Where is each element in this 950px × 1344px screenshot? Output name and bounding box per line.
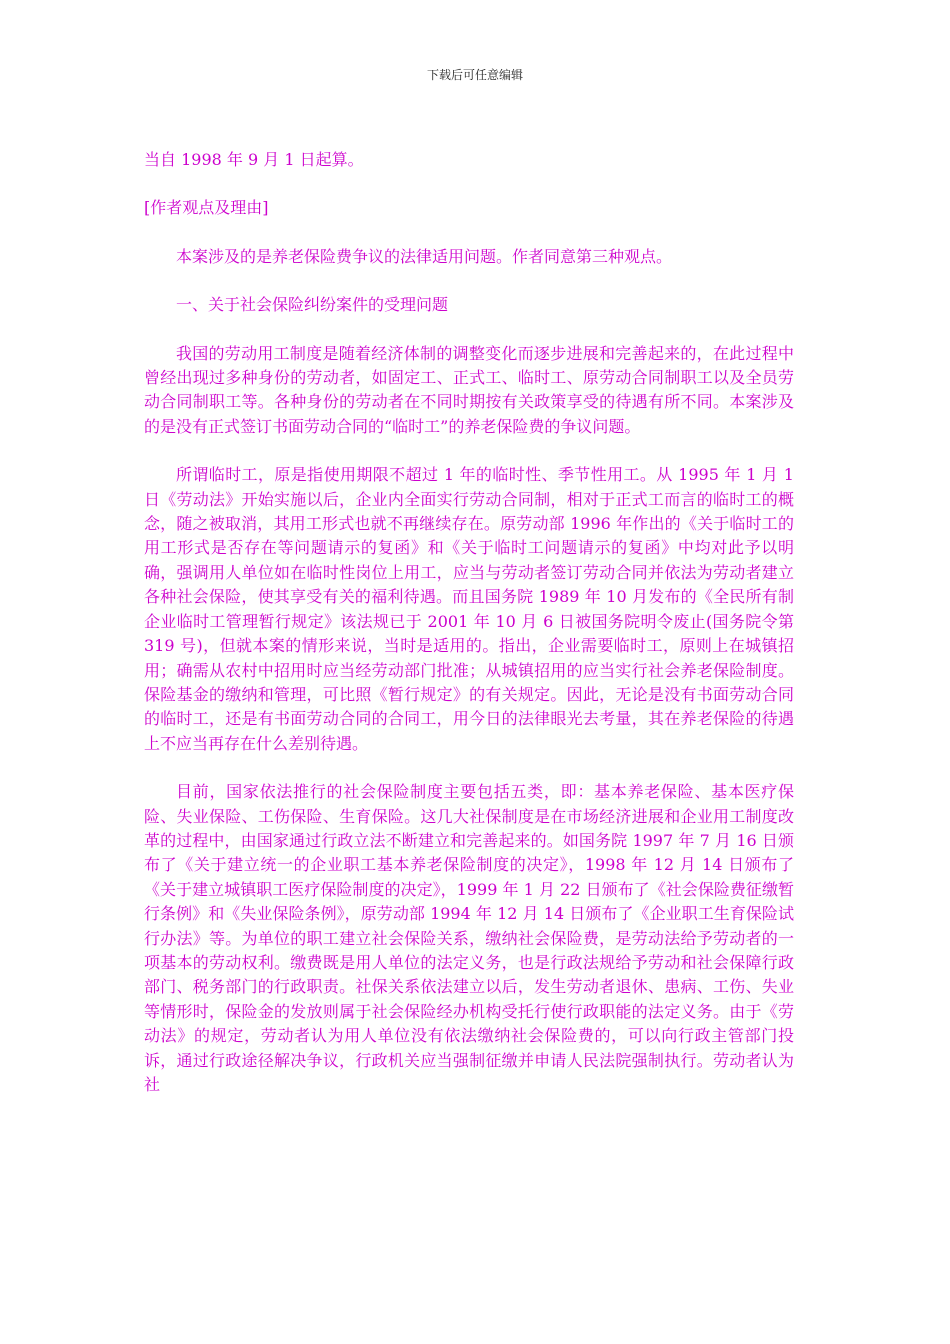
paragraph-employment-system: 我国的劳动用工制度是随着经济体制的调整变化而逐步进展和完善起来的，在此过程中曾经出现过多种身份的劳动者，如固定工、正式工、临时工、原劳动合同制职工以及全员劳动合同制职工等。各种身份的劳动者在不同时期按有关政策享受的待遇有所不同。本案涉及的是没有正式签订书面劳动合同的“临时工”的养老保险费的争议问题。 (144, 343, 794, 436)
document-body (144, 148, 794, 1121)
paragraph-date-continuation: 当自 1998 年 9 月 1 日起算。 (144, 150, 364, 169)
paragraph-social-insurance: 目前，国家依法推行的社会保险制度主要包括五类，即：基本养老保险、基本医疗保险、失业保险、工伤保险、生育保险。这几大社保制度是在市场经济进展和企业用工制度改革的过程中，由国家通过行政立法不断建立和完善起来的。如国务院 1997 年 7 月 16 日颁布了《关于建立统一的企业职工基本养老保险制度的决定》，1998 年 12 月 14 日颁布了《关于建立城镇职工医疗保险制度的决定》，1999 年 1 月 22 日颁布了《社会保险费征缴暂行条例》和《失业保险条例》，原劳动部 1994 年 12 月 14 日颁布了《企业职工生育保险试行办法》等。为单位的职工建立社会保险关系，缴纳社会保险费，是劳动法给予劳动者的一项基本的劳动权利。缴费既是用人单位的法定义务，也是行政法规给予劳动和社会保障行政部门、税务部门的行政职责。社保关系依法建立以后，发生劳动者退休、患病、工伤、失业等情形时，保险金的发放则属于社会保险经办机构受托行使行政职能的法定义务。由于《劳动法》的规定，劳动者认为用人单位没有依法缴纳社会保险费的，可以向行政主管部门投诉，通过行政途径解决争议，行政机关应当强制征缴并申请人民法院强制执行。劳动者认为社 (144, 782, 794, 1094)
page-header: 下载后可任意编辑 (426, 68, 523, 82)
section-heading-author-view: [作者观点及理由] (144, 198, 269, 218)
paragraph-temporary-workers: 所谓临时工，原是指使用期限不超过 1 年的临时性、季节性用工。从 1995 年 1 月 1 日《劳动法》开始实施以后，企业内全面实行劳动合同制，相对于正式工而言的临时工的概念，随之被取消，其用工形式也就不再继续存在。原劳动部 1996 年作出的《关于临时工的用工形式是否存在等问题请示的复函》和《关于临时工问题请示的复函》中均对此予以明确，强调用人单位如在临时性岗位上用工，应当与劳动者签订劳动合同并依法为劳动者建立各种社会保险，使其享受有关的福利待遇。而且国务院 1989 年 10 月发布的《全民所有制企业临时工管理暂行规定》该法规已于 2001 年 10 月 6 日被国务院明令废止(国务院令第 319 号)，但就本案的情形来说，当时是适用的。指出，企业需要临时工，原则上在城镇招用；确需从农村中招用时应当经劳动部门批准；从城镇招用的应当实行社会养老保险制度。保险基金的缴纳和管理，可比照《暂行规定》的有关规定。因此，无论是没有书面劳动合同的临时工，还是有书面劳动合同的合同工，用今日的法律眼光去考量，其在养老保险的待遇上不应当再存在什么差别待遇。 (144, 465, 794, 753)
paragraph-intro: 本案涉及的是养老保险费争议的法律适用问题。作者同意第三种观点。 (176, 246, 673, 266)
section-heading-acceptance: 一、关于社会保险纠纷案件的受理问题 (176, 295, 449, 315)
